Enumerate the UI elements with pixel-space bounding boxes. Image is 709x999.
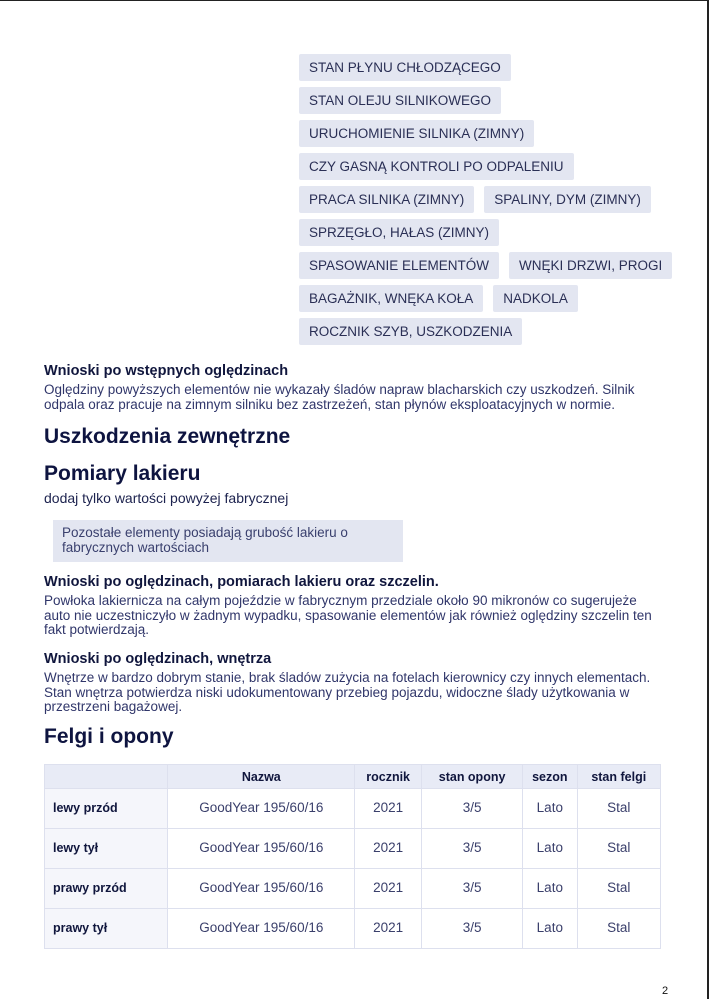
paint-conclusions (44, 574, 664, 638)
table-cell: 3/5 (422, 869, 523, 909)
checklist-tag: CZY GASNĄ KONTROLI PO ODPALENIU (299, 153, 574, 180)
external-damage-section (44, 425, 664, 449)
interior-conclusions (44, 651, 664, 715)
table-row (45, 909, 661, 949)
checklist-tag: BAGAŻNIK, WNĘKA KOŁA (299, 285, 483, 312)
tag-row (299, 87, 659, 114)
checklist-tag: STAN PŁYNU CHŁODZĄCEGO (299, 54, 511, 81)
tag-row (299, 153, 659, 180)
table-cell: 2021 (355, 829, 422, 869)
checklist-tag: PRACA SILNIKA (ZIMNY) (299, 186, 474, 213)
table-cell: Lato (523, 829, 577, 869)
tag-row (299, 186, 659, 213)
table-cell: 3/5 (422, 789, 523, 829)
table-row (45, 789, 661, 829)
table-cell: GoodYear 195/60/16 (168, 869, 355, 909)
tires-column-header (45, 765, 168, 789)
tag-row (299, 285, 659, 312)
table-cell: Lato (523, 789, 577, 829)
table-cell: 3/5 (422, 829, 523, 869)
table-row (45, 869, 661, 909)
initial-conclusions-text: Oględziny powyższych elementów nie wykazały śladów napraw blacharskich czy uszkodzeń. Silnik odpala oraz pracuje na zimnym silniku bez zastrzeżeń, stan płynów eksploatacyjnych w normie. (44, 382, 635, 412)
table-cell: Stal (577, 909, 660, 949)
page-number: 2 (662, 985, 669, 997)
checklist-tag: ROCZNIK SZYB, USZKODZENIA (299, 318, 522, 345)
checklist-tag: SPASOWANIE ELEMENTÓW (299, 252, 499, 279)
table-row (45, 829, 661, 869)
table-cell: GoodYear 195/60/16 (168, 789, 355, 829)
paint-conclusions-text: Powłoka lakiernicza na całym pojeździe w fabrycznym przedziale około 90 mikronów co sugerujeże auto nie uczestniczyło w żadnym wypadku, spasowanie elementów jak również oględziny szczelin ten fakt potwierdzają. (44, 593, 652, 637)
tires-title: Felgi i opony (44, 725, 174, 748)
table-cell: Stal (577, 829, 660, 869)
interior-conclusions-title: Wnioski po oględzinach, wnętrza (44, 651, 272, 667)
table-cell: Lato (523, 909, 577, 949)
wheel-position: lewy przód (45, 789, 168, 829)
table-cell: GoodYear 195/60/16 (168, 909, 355, 949)
tires-column-header: stan opony (422, 765, 523, 789)
paint-conclusions-title: Wnioski po oględzinach, pomiarach lakieru oraz szczelin. (44, 574, 439, 590)
tires-column-header: rocznik (355, 765, 422, 789)
table-cell: 3/5 (422, 909, 523, 949)
wheel-position: lewy tył (45, 829, 168, 869)
checklist-tag: NADKOLA (493, 285, 578, 312)
tires-column-header: Nazwa (168, 765, 355, 789)
table-cell: 2021 (355, 869, 422, 909)
wheel-position: prawy przód (45, 869, 168, 909)
initial-conclusions-title: Wnioski po wstępnych oględzinach (44, 363, 289, 379)
tires-table-body (45, 789, 661, 949)
wheel-position: prawy tył (45, 909, 168, 949)
tag-row (299, 219, 659, 246)
checklist-tag: URUCHOMIENIE SILNIKA (ZIMNY) (299, 120, 534, 147)
initial-conclusions (44, 363, 664, 412)
paint-section (44, 462, 664, 506)
checklist-tag: SPALINY, DYM (ZIMNY) (484, 186, 651, 213)
tag-row (299, 318, 659, 345)
tag-row (299, 54, 659, 81)
interior-conclusions-text: Wnętrze w bardzo dobrym stanie, brak śladów zużycia na fotelach kierownicy czy innych elementach. Stan wnętrza potwierdza niski udokumentowany przebieg pojazdu, widoczne ślady użytkowania w przestrzeni bagażowej. (44, 670, 651, 714)
table-cell: Lato (523, 869, 577, 909)
table-cell: 2021 (355, 789, 422, 829)
paint-subtitle: dodaj tylko wartości powyżej fabrycznej (44, 490, 289, 506)
tires-header-row (45, 765, 661, 789)
table-cell: Stal (577, 789, 660, 829)
table-cell: 2021 (355, 909, 422, 949)
table-cell: Stal (577, 869, 660, 909)
checklist-tag: WNĘKI DRZWI, PROGI (509, 252, 672, 279)
external-damage-title: Uszkodzenia zewnętrzne (44, 425, 291, 448)
tires-section (44, 725, 664, 749)
tag-row (299, 252, 663, 279)
table-cell: GoodYear 195/60/16 (168, 829, 355, 869)
tag-row (299, 120, 659, 147)
paint-title: Pomiary lakieru (44, 462, 201, 485)
tires-table (44, 764, 661, 949)
checklist-tag: STAN OLEJU SILNIKOWEGO (299, 87, 501, 114)
inspection-checklist (299, 54, 663, 351)
tires-column-header: stan felgi (577, 765, 660, 789)
tires-column-header: sezon (523, 765, 577, 789)
paint-note: Pozostałe elementy posiadają grubość lakieru o fabrycznych wartościach (53, 520, 403, 562)
checklist-tag: SPRZĘGŁO, HAŁAS (ZIMNY) (299, 219, 499, 246)
